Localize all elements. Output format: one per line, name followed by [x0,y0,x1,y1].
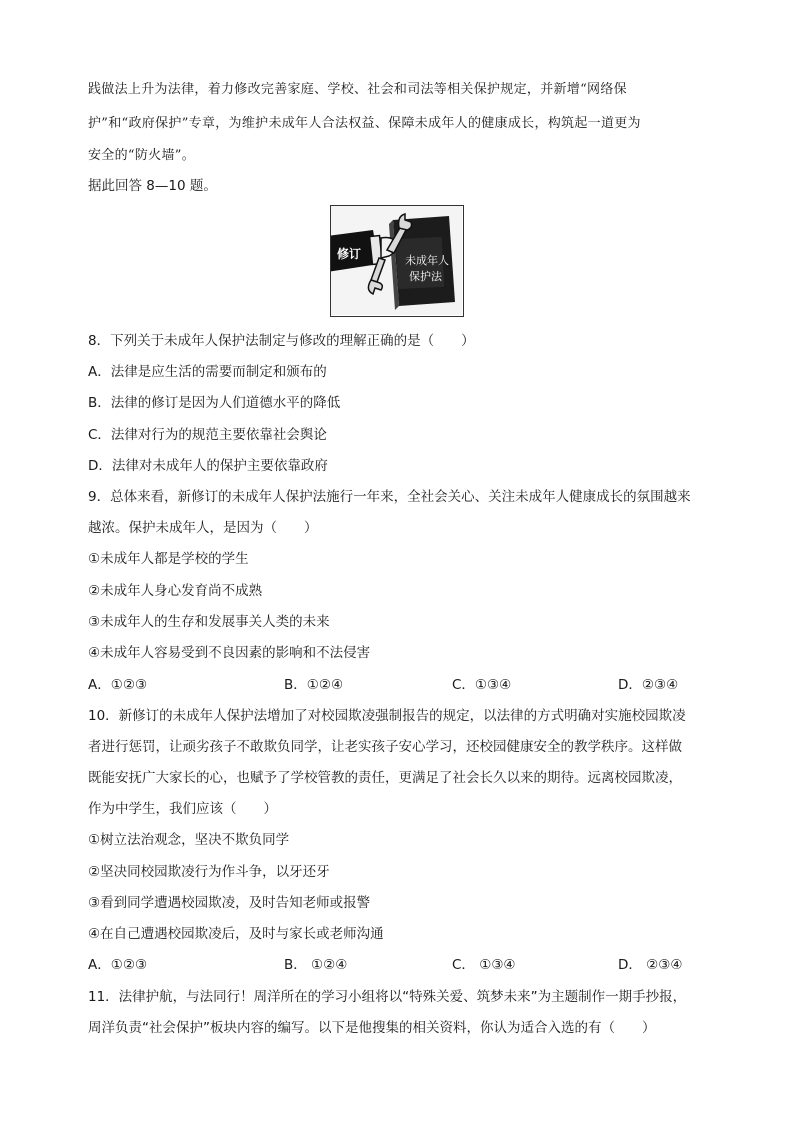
answer-prompt: 据此回答 8—10 题。 [88,178,217,194]
sleeve-label: 修订 [337,247,362,261]
q9-choice-a: A．①②③ [88,677,148,693]
q10-item-3: ③看到同学遭遇校园欺凌，及时告知老师或报警 [88,895,371,911]
q9-stem-line-2: 越浓。保护未成年人，是因为（ ） [88,520,318,536]
q10-item-2: ②坚决同校园欺凌行为作斗争，以牙还牙 [88,864,330,880]
q8-option-c: C．法律对行为的规范主要依靠社会舆论 [88,427,327,443]
book-title-line-1: 未成年人 [405,254,449,267]
book-and-wrench-icon [331,206,462,315]
q10-item-1: ①树立法治观念，坚决不欺负同学 [88,832,290,848]
q11-stem-line-2: 周洋负责“社会保护”板块内容的编写。以下是他搜集的相关资料，你认为适合入选的有（ ） [88,1020,656,1036]
q11-stem-line-1: 11．法律护航，与法同行！周洋所在的学习小组将以“特殊关爱、筑梦未来”为主题制作一期手抄报， [88,989,687,1005]
q8-option-b: B．法律的修订是因为人们道德水平的降低 [88,395,341,411]
q10-stem-line-1: 10．新修订的未成年人保护法增加了对校园欺凌强制报告的规定，以法律的方式明确对实施校园欺凌 [88,708,686,724]
q9-choice-c: C．①③④ [452,677,512,693]
law-revision-illustration [330,205,464,317]
q9-item-3: ③未成年人的生存和发展事关人类的未来 [88,614,330,630]
q9-choice-b: B．①②④ [284,677,344,693]
q9-item-4: ④未成年人容易受到不良因素的影响和不法侵害 [88,645,371,661]
book-title-line-2: 保护法 [409,270,442,283]
q10-stem-line-4: 作为中学生，我们应该（ ） [88,801,277,817]
q10-stem-line-2: 者进行惩罚，让顽劣孩子不敢欺负同学，让老实孩子安心学习，还校园健康安全的教学秩序。这样做 [88,739,682,755]
q8-stem: 8．下列关于未成年人保护法制定与修改的理解正确的是（ ） [88,333,475,349]
q10-choice-b: B． ①②④ [284,957,348,973]
q9-choice-d: D．②③④ [618,677,679,693]
intro-line-2: 护”和“政府保护”专章，为维护未成年人合法权益、保障未成年人的健康成长，构筑起一道更为 [88,116,641,131]
q10-stem-line-3: 既能安抚广大家长的心，也赋予了学校管教的责任，更满足了社会长久以来的期待。远离校园欺凌， [88,770,682,786]
q10-item-4: ④在自己遭遇校园欺凌后，及时与家长或老师沟通 [88,926,384,942]
q8-option-a: A．法律是应生活的需要而制定和颁布的 [88,364,327,380]
q9-item-2: ②未成年人身心发育尚不成熟 [88,583,263,599]
intro-line-1: 践做法上升为法律，着力修改完善家庭、学校、社会和司法等相关保护规定，并新增“网络保 [88,82,627,97]
q10-choice-d: D． ②③④ [618,957,683,973]
q9-stem-line-1: 9．总体来看，新修订的未成年人保护法施行一年来，全社会关心、关注未成年人健康成长的氛围越来 [88,489,691,505]
intro-line-3: 安全的“防火墙”。 [88,148,195,163]
q9-item-1: ①未成年人都是学校的学生 [88,551,249,567]
q10-choice-c: C． ①③④ [452,957,516,973]
q8-option-d: D．法律对未成年人的保护主要依靠政府 [88,458,328,474]
q10-choice-a: A．①②③ [88,957,148,973]
